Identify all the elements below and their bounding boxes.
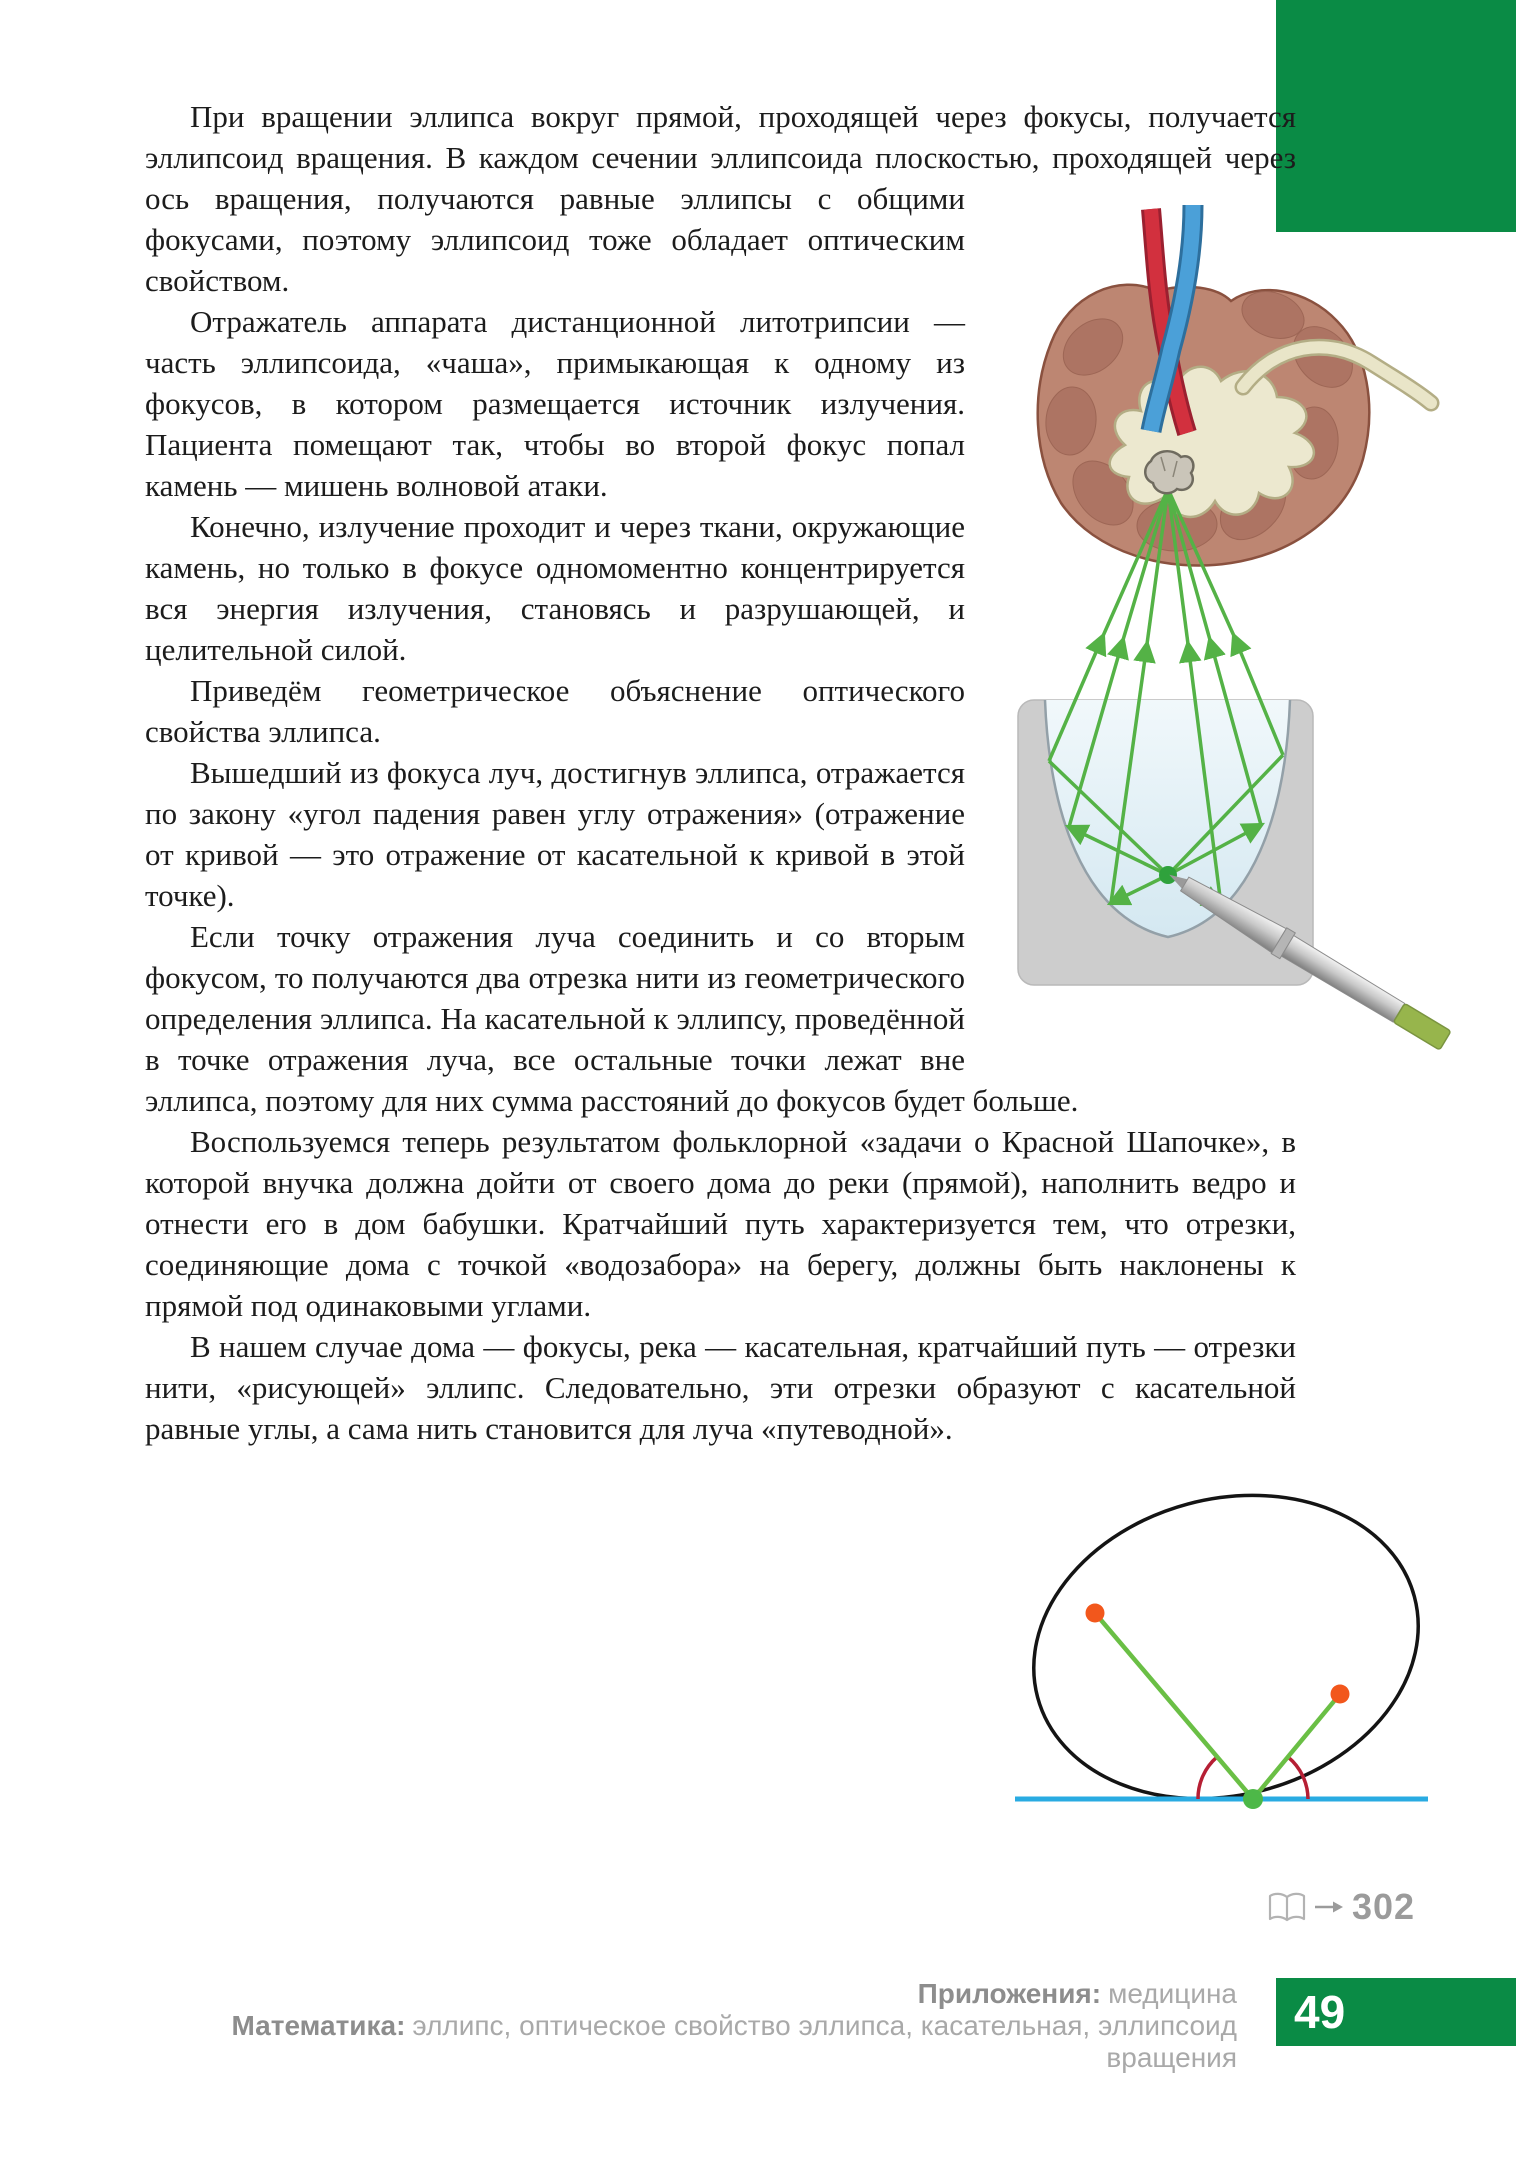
- reference-page-number: 302: [1352, 1886, 1416, 1927]
- cross-reference-badge: [1268, 1886, 1415, 1928]
- footer-applications-label: Приложения:: [917, 1978, 1102, 2009]
- paragraph: Если точку отражения луча соединить и со вторым фокусом, то получаются два отрезка нити из геометрического определения эллипса. На касательной к эллипсу, проведённой в точке отражения луча, все остальные точки лежат вне эллипса, поэтому для них сумма расстояний до фокусов будет больше.: [145, 919, 1079, 1118]
- footer-keywords: [145, 1978, 1237, 2074]
- angle-arc-left: [1198, 1757, 1217, 1799]
- focal-segments: [1095, 1613, 1340, 1799]
- paragraph: Воспользуемся теперь результатом фольклорной «задачи о Красной Шапочке», в которой внучка должна дойти от своего дома до реки (прямой), наполнить ведро и отнести его в дом бабушки. Кратчайший путь характеризуется тем, что отрезки, соединяющие дома с точкой «водозабора» на берегу, должны быть наклонены к прямой под одинаковыми углами.: [145, 1124, 1296, 1323]
- focus-point-left: [1086, 1604, 1105, 1623]
- paragraph: Вышедший из фокуса луч, достигнув эллипса, отражается по закону «угол падения равен углу отражения» (отражение от кривой — это отражение от касательной к кривой в этой точке).: [145, 755, 965, 913]
- footer-math-value: эллипс, оптическое свойство эллипса, касательная, эллипсоид вращения: [412, 2010, 1237, 2073]
- text-wrap-spacer: [1296, 1063, 1297, 1483]
- footer-math-label: Математика:: [231, 2010, 406, 2041]
- paragraph: При вращении эллипса вокруг прямой, проходящей через фокусы, получается эллипсоид вращения. В каждом сечении эллипсоида плоскостью, проходящей через ось вращения, получаются равные эллипсы с общими фокусами, поэтому эллипсоид тоже обладает оптическим свойством.: [145, 99, 1296, 298]
- arrow-right-icon: [1315, 1901, 1343, 1913]
- ellipse-diagram-figure: [1003, 1492, 1463, 1822]
- ellipse-tangent-diagram: [1003, 1492, 1463, 1822]
- tangency-point: [1243, 1789, 1263, 1809]
- paragraph: Конечно, излучение проходит и через ткани, окружающие камень, но только в фокусе одномоментно концентрируется вся энергия излучения, становясь и разрушающей, и целительной силой.: [145, 509, 965, 667]
- footer-applications-line: [145, 1978, 1237, 2010]
- text-wrap-spacer: [1296, 96, 1297, 179]
- footer-math-line: [145, 2010, 1237, 2074]
- page-number-badge: [1276, 1978, 1516, 2046]
- lithotripsy-figure: [1005, 195, 1516, 1065]
- footer-applications-value: медицина: [1108, 1978, 1237, 2009]
- paragraph: Отражатель аппарата дистанционной литотрипсии — часть эллипсоида, «чаша», примыкающая к одному из фокусов, в котором размещается источник излучения. Пациента помещают так, чтобы во второй фокус попал камень — мишень волновой атаки.: [145, 304, 965, 503]
- radiation-source-dot: [1159, 866, 1177, 884]
- kidney-lithotripsy-illustration: [1005, 195, 1516, 1065]
- paragraph: Приведём геометрическое объяснение оптического свойства эллипса.: [145, 673, 965, 749]
- book-icon: [1268, 1892, 1306, 1923]
- focus-point-right: [1331, 1685, 1350, 1704]
- kidney-illustration: [1038, 205, 1431, 566]
- paragraph: В нашем случае дома — фокусы, река — касательная, кратчайший путь — отрезки нити, «рисующей» эллипс. Следовательно, эти отрезки образуют с касательной равные углы, а сама нить становится для луча «путеводной».: [145, 1329, 1296, 1446]
- page-number: 49: [1294, 1986, 1346, 2038]
